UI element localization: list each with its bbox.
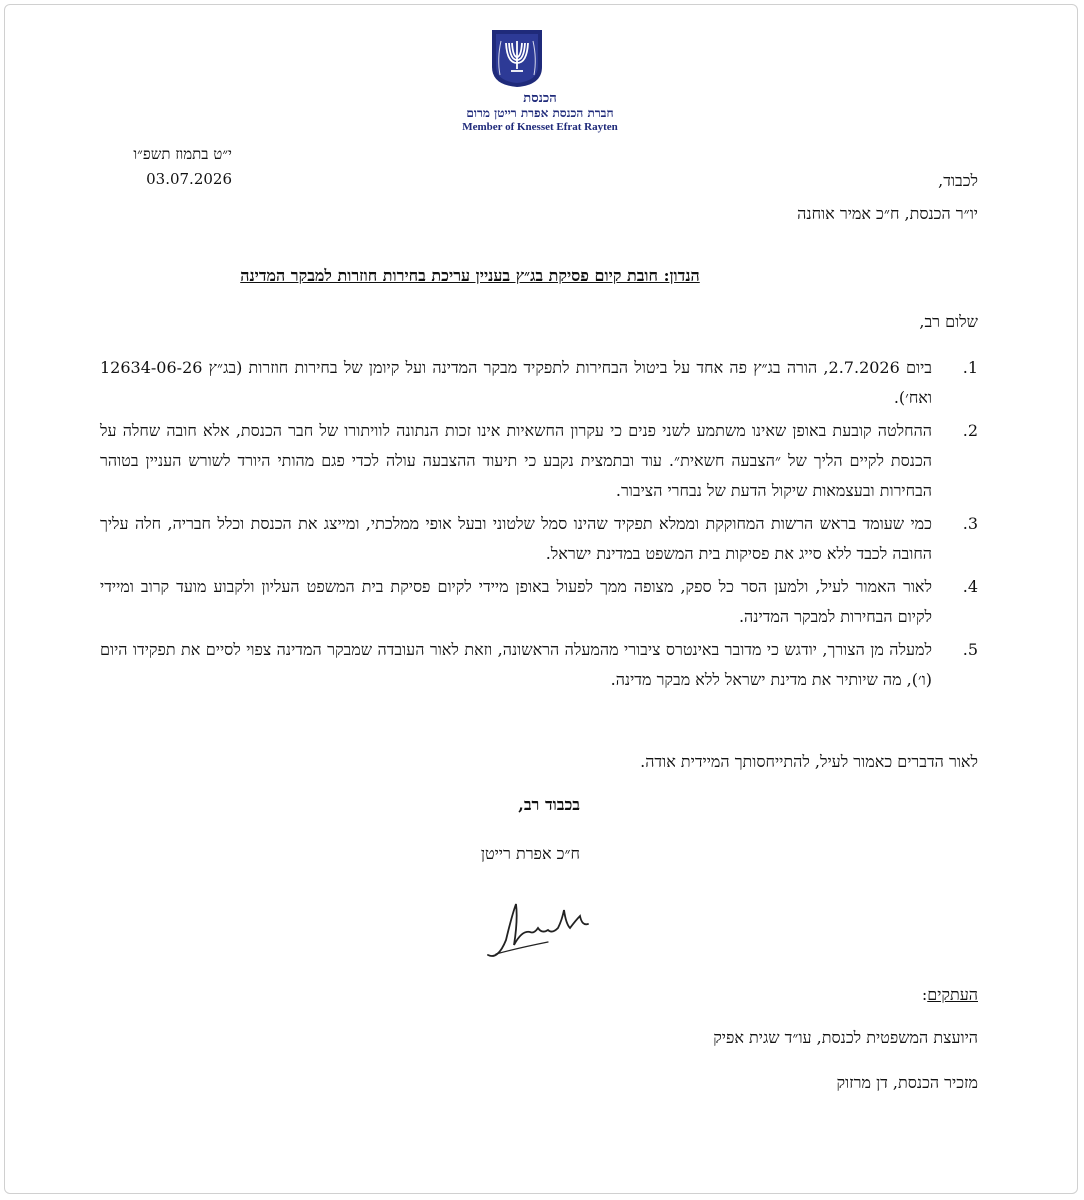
item-number: 5. bbox=[962, 640, 978, 659]
signature-icon bbox=[478, 890, 608, 965]
knesset-emblem-icon bbox=[487, 27, 547, 89]
copies-label: העתקים bbox=[927, 985, 978, 1004]
item-number: 4. bbox=[962, 577, 978, 596]
list-item bbox=[100, 635, 978, 695]
subject-line: הנדון: חובת קיום פסיקת בג״ץ בעניין עריכת בחירות חוזרות למבקר המדינה bbox=[240, 266, 700, 285]
item-text: ההחלטה קובעת באופן שאינו משתמע לשני פנים כי עקרון החשאיות אינו זכות הנתונה לוויתורו של חבר הכנסת, אלא חובה שחלה על הכנסת לקיים הליך של ״הצבעה חשאית״. עוד ובתמצית נקבע כי תיעוד ההצבעה עולה לכדי פגם מהותי היורד לשורש העניין בטוהר הבחירות ובעצמאות שיקול הדעת של נבחרי הציבור. bbox=[100, 421, 933, 500]
item-text: למעלה מן הצורך, יודגש כי מדובר באינטרס ציבורי מהמעלה הראשונה, וזאת לאור העובדה שמבקר המדינה צפוי לסיים את תפקידו היום (ו׳), מה שיותיר את מדינת ישראל ללא מבקר מדינה. bbox=[100, 640, 932, 689]
greeting: שלום רב, bbox=[919, 312, 978, 331]
list-item bbox=[100, 509, 978, 569]
member-name-hebrew: חברת הכנסת אפרת רייטן מרום bbox=[466, 106, 614, 120]
numbered-list bbox=[100, 353, 978, 698]
signer-name: ח״כ אפרת רייטן bbox=[480, 844, 580, 863]
item-text: לאור האמור לעיל, ולמען הסר כל ספק, מצופה ממך לפעול באופן מיידי לקיום פסיקת בית המשפט העליון ולקבוע מועד קרוב ומיידי לקיום הבחירות למבקר המדינה. bbox=[100, 577, 932, 626]
member-name-english: Member of Knesset Efrat Rayten bbox=[462, 121, 618, 133]
hebrew-date: י״ט בתמוז תשפ״ו bbox=[133, 145, 232, 163]
closing-line: לאור הדברים כאמור לעיל, להתייחסותך המיידית אודה. bbox=[640, 752, 978, 771]
regards: בכבוד רב, bbox=[518, 795, 580, 814]
copies-colon: : bbox=[921, 985, 928, 1004]
copy-recipient: היועצת המשפטית לכנסת, עו״ד שגית אפיק bbox=[713, 1028, 978, 1047]
gregorian-date: 03.07.2026 bbox=[146, 170, 232, 188]
item-number: 1. bbox=[962, 358, 978, 377]
list-item bbox=[100, 572, 978, 632]
item-text: ביום 2.7.2026, הורה בג״ץ פה אחד על ביטול הבחירות לתפקיד מבקר המדינה ועל קיומן של בחירות חוזרות (בג״ץ 12634-06-26 ואח׳). bbox=[100, 358, 932, 407]
item-number: 2. bbox=[962, 421, 978, 440]
list-item bbox=[100, 353, 978, 413]
parliament-name: הכנסת bbox=[523, 91, 557, 106]
item-number: 3. bbox=[962, 514, 978, 533]
list-item bbox=[100, 416, 978, 506]
copies-heading bbox=[922, 985, 978, 1005]
recipient-honorific: לכבוד, bbox=[938, 171, 978, 190]
recipient-name: יו״ר הכנסת, ח״כ אמיר אוחנה bbox=[797, 204, 978, 223]
copy-recipient: מזכיר הכנסת, דן מרזוק bbox=[836, 1073, 978, 1092]
item-text: כמי שעומד בראש הרשות המחוקקת וממלא תפקיד שהינו סמל שלטוני ובעל אופי ממלכתי, ומייצג את הכנסת וכלל חבריה, חלה עליך החובה לכבד ללא סייג את פסיקות בית המשפט במדינת ישראל. bbox=[100, 514, 932, 563]
